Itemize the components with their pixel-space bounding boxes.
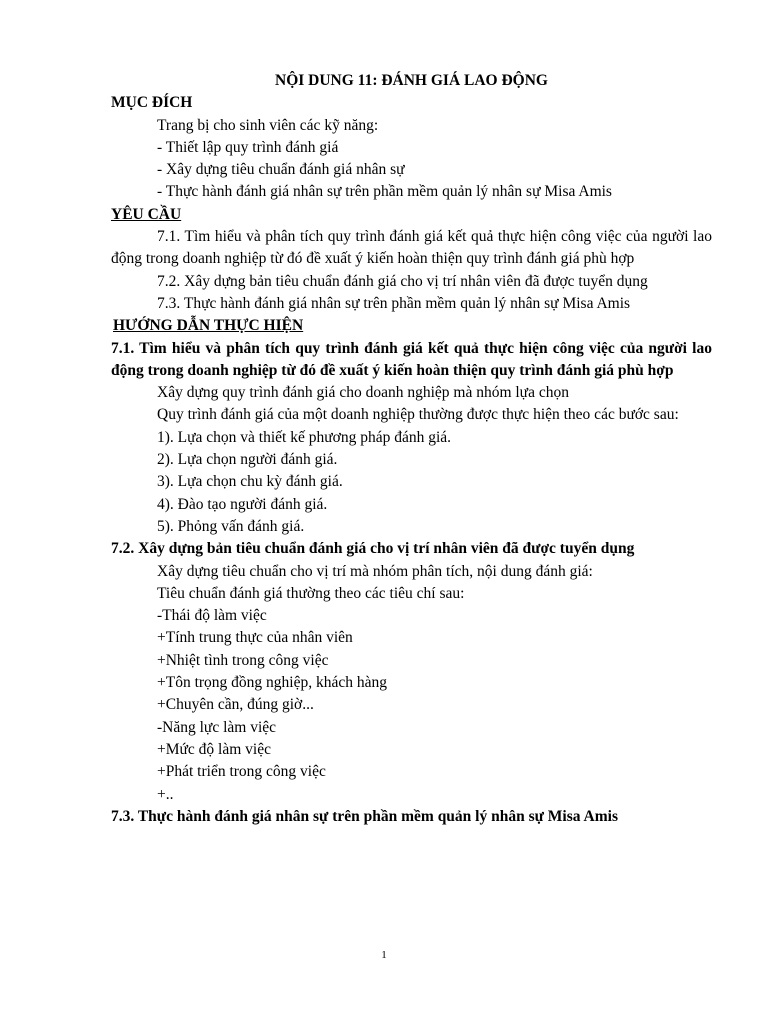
requirement-3: 7.3. Thực hành đánh giá nhân sự trên phần mềm quản lý nhân sự Misa Amis <box>157 294 631 312</box>
step-item: 2). Lựa chọn người đánh giá. <box>157 451 338 469</box>
section-2-paragraph: Tiêu chuẩn đánh giá thường theo các tiêu chí sau: <box>157 584 465 602</box>
step-item: 5). Phỏng vấn đánh giá. <box>157 517 305 535</box>
purpose-item: - Thiết lập quy trình đánh giá <box>157 138 339 156</box>
purpose-item: - Thực hành đánh giá nhân sự trên phần mềm quản lý nhân sự Misa Amis <box>157 183 612 201</box>
criteria-item: -Năng lực làm việc <box>157 718 277 736</box>
requirement-1: 7.1. Tìm hiểu và phân tích quy trình đánh giá kết quả thực hiện công việc của người lao động trong doanh nghiệp từ đó đề xuất ý kiến hoàn thiện quy trình đánh giá phù hợp <box>111 228 712 268</box>
page-number: 1 <box>381 949 387 961</box>
step-item: 3). Lựa chọn chu kỳ đánh giá. <box>157 473 343 491</box>
requirements-heading: YÊU CẦU <box>111 205 182 223</box>
criteria-item: +Tôn trọng đồng nghiệp, khách hàng <box>157 674 388 692</box>
criteria-item: +Mức độ làm việc <box>157 740 271 758</box>
guide-heading-text: HƯỚNG DẪN THỰC HIỆN <box>113 317 304 335</box>
step-item: 1). Lựa chọn và thiết kế phương pháp đánh giá. <box>157 428 452 446</box>
criteria-item: -Thái độ làm việc <box>157 607 267 625</box>
document-title: NỘI DUNG 11: ĐÁNH GIÁ LAO ĐỘNG <box>275 72 548 89</box>
criteria-item: +Chuyên cần, đúng giờ... <box>157 696 314 714</box>
section-1-heading: 7.1. Tìm hiểu và phân tích quy trình đánh giá kết quả thực hiện công việc của người lao động trong doanh nghiệp từ đó đề xuất ý kiến hoàn thiện quy trình đánh giá phù hợp <box>111 339 712 379</box>
section-2-paragraph: Xây dựng tiêu chuẩn cho vị trí mà nhóm phân tích, nội dung đánh giá: <box>157 562 593 580</box>
guide-heading <box>111 315 712 337</box>
criteria-item: +.. <box>157 785 174 803</box>
document-page <box>111 70 712 828</box>
purpose-item: - Xây dựng tiêu chuẩn đánh giá nhân sự <box>157 161 405 179</box>
section-1-paragraph: Xây dựng quy trình đánh giá cho doanh nghiệp mà nhóm lựa chọn <box>157 384 569 402</box>
criteria-item: +Tính trung thực của nhân viên <box>157 629 353 647</box>
step-item: 4). Đào tạo người đánh giá. <box>157 495 328 513</box>
requirement-2: 7.2. Xây dựng bản tiêu chuẩn đánh giá cho vị trí nhân viên đã được tuyển dụng <box>157 272 648 290</box>
section-1-paragraph: Quy trình đánh giá của một doanh nghiệp thường được thực hiện theo các bước sau: <box>157 406 679 424</box>
criteria-item: +Phát triển trong công việc <box>157 763 326 781</box>
section-3-heading: 7.3. Thực hành đánh giá nhân sự trên phần mềm quản lý nhân sự Misa Amis <box>111 807 618 825</box>
purpose-heading: MỤC ĐÍCH <box>111 94 193 112</box>
criteria-item: +Nhiệt tình trong công việc <box>157 651 329 669</box>
purpose-intro: Trang bị cho sinh viên các kỹ năng: <box>157 116 379 134</box>
section-2-heading: 7.2. Xây dựng bản tiêu chuẩn đánh giá cho vị trí nhân viên đã được tuyển dụng <box>111 540 635 558</box>
